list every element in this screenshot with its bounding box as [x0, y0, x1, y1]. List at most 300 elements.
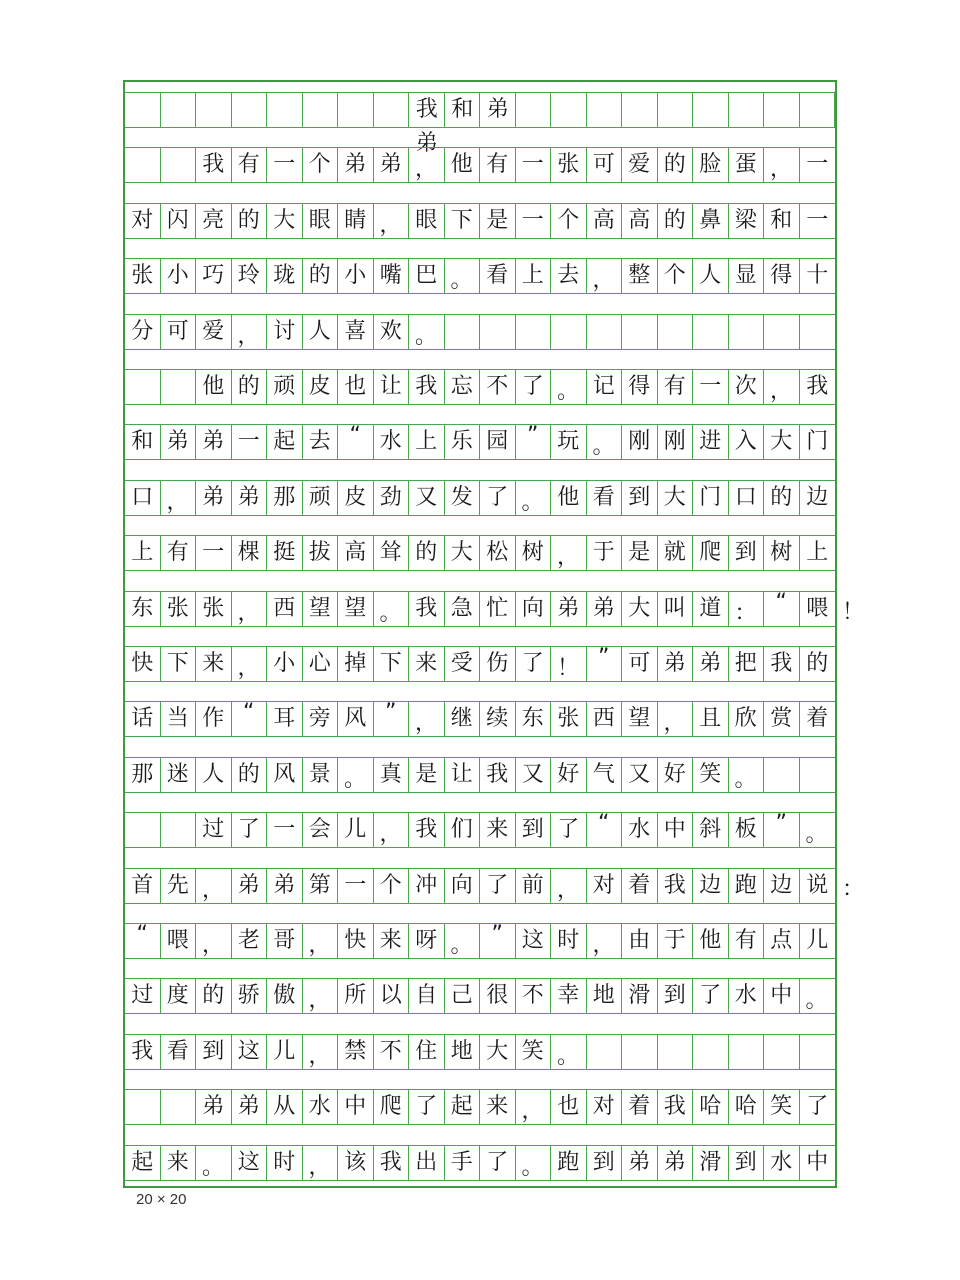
grid-cell: 快	[125, 647, 161, 681]
grid-cell: 禁	[338, 1035, 374, 1069]
text-row	[125, 591, 835, 627]
grid-cell: 来	[196, 647, 232, 681]
grid-cell: 哥	[267, 924, 303, 958]
grid-cell: ，	[764, 148, 800, 182]
grid-cell: 。	[338, 758, 374, 792]
grid-cell: 上	[409, 425, 445, 459]
grid-cell: 起	[267, 425, 303, 459]
text-row	[125, 812, 835, 848]
grid-cell: 到	[196, 1035, 232, 1069]
grid-cell: 让	[374, 370, 410, 404]
grid-cell: 我	[409, 370, 445, 404]
grid-cell: 到	[622, 481, 658, 515]
grid-cell: 一	[806, 207, 829, 233]
grid-cell: 又	[516, 758, 552, 792]
grid-cell: 珑	[267, 259, 303, 293]
grid-cell: 我	[806, 374, 829, 399]
grid-cell: 好	[551, 758, 587, 792]
grid-cell: 住	[409, 1035, 445, 1069]
grid-cell: 小	[338, 259, 374, 293]
grid-cell	[125, 148, 161, 182]
grid-cell: 西	[587, 702, 623, 736]
grid-cell: ，	[551, 869, 587, 903]
grid-cell: 大	[480, 1035, 516, 1069]
grid-cell: 这	[516, 924, 552, 958]
grid-cell: 爬	[374, 1090, 410, 1124]
grid-cell: 人	[196, 758, 232, 792]
grid-cell: ，	[409, 148, 445, 182]
grid-cell: 亮	[196, 204, 232, 238]
grid-cell: 边	[693, 869, 729, 903]
grid-cell: 儿	[338, 813, 374, 847]
grid-cell: 的	[806, 651, 829, 676]
grid-cell: 骄	[232, 979, 268, 1013]
grid-cell: 一	[267, 813, 303, 847]
grid-cell: 嘴	[374, 259, 410, 293]
grid-cell	[196, 93, 232, 127]
grid-cell	[267, 93, 303, 127]
grid-cell: 时	[267, 1146, 303, 1180]
grid-cell: 边	[806, 484, 829, 510]
grid-cell: ，	[551, 536, 587, 570]
grid-cell: 点	[764, 924, 800, 958]
grid-cell: 于	[587, 536, 623, 570]
grid-cell: 了	[480, 869, 516, 903]
grid-cell: 我	[658, 1090, 694, 1124]
grid-cell: 风	[338, 702, 374, 736]
grid-cell: 心	[303, 647, 339, 681]
grid-cell: 。	[516, 481, 552, 515]
grid-cell: 弟	[693, 647, 729, 681]
grid-cell: 哈	[729, 1090, 765, 1124]
grid-cell	[764, 1035, 800, 1069]
grid-cell: 到	[587, 1146, 623, 1180]
grid-cell: 了	[232, 813, 268, 847]
grid-cell: 了	[516, 370, 552, 404]
grid-cell: 弟	[374, 148, 410, 182]
grid-cell: ”	[587, 647, 623, 681]
grid-cell: 张	[125, 259, 161, 293]
grid-cell	[729, 93, 765, 127]
grid-cell: 刚	[622, 425, 658, 459]
grid-cell: 。	[409, 315, 445, 349]
grid-cell: 跑	[551, 1146, 587, 1180]
grid-cell: 门	[693, 481, 729, 515]
grid-cell: 树	[516, 536, 552, 570]
grid-cell: 口	[729, 481, 765, 515]
grid-cell	[232, 93, 268, 127]
grid-cell: 笑	[764, 1090, 800, 1124]
grid-cell	[693, 93, 729, 127]
grid-cell: 迷	[161, 758, 197, 792]
grid-cell: 首	[125, 869, 161, 903]
grid-cell: 我	[125, 1035, 161, 1069]
grid-cell	[764, 315, 800, 349]
grid-cell	[587, 93, 623, 127]
grid-cell: 又	[622, 758, 658, 792]
grid-cell: 的	[303, 259, 339, 293]
grid-cell: 和	[764, 204, 800, 238]
grid-cell: 让	[445, 758, 481, 792]
grid-cell: 有	[729, 924, 765, 958]
grid-cell: 看	[161, 1035, 197, 1069]
grid-cell: 他	[693, 924, 729, 958]
grid-cell: 且	[693, 702, 729, 736]
grid-cell: 爱	[622, 148, 658, 182]
grid-cell: 个	[658, 259, 694, 293]
grid-cell: 不	[480, 370, 516, 404]
grid-cell: 他	[551, 481, 587, 515]
grid-cell: 对	[587, 869, 623, 903]
grid-cell	[622, 93, 658, 127]
grid-cell: 对	[125, 204, 161, 238]
grid-cell: 有	[658, 370, 694, 404]
grid-cell: 下	[161, 647, 197, 681]
grid-cell: 可	[622, 647, 658, 681]
grid-cell	[480, 315, 516, 349]
grid-cell: 掉	[338, 647, 374, 681]
grid-cell: 哈	[693, 1090, 729, 1124]
text-row	[125, 203, 835, 239]
grid-cell: ，	[587, 924, 623, 958]
grid-cell: 人	[693, 259, 729, 293]
grid-cell: 眼	[303, 204, 339, 238]
grid-cell: 的	[658, 148, 694, 182]
grid-cell: ，	[764, 370, 800, 404]
grid-cell: 个	[374, 869, 410, 903]
grid-cell: 中	[338, 1090, 374, 1124]
grid-cell: ，	[196, 869, 232, 903]
grid-cell: 刚	[658, 425, 694, 459]
grid-cell: 大	[764, 425, 800, 459]
grid-cell: 边	[764, 869, 800, 903]
grid-cell: 分	[125, 315, 161, 349]
grid-cell: 冲	[409, 869, 445, 903]
grid-cell: 爱	[196, 315, 232, 349]
grid-cell: 时	[551, 924, 587, 958]
grid-cell: 可	[587, 148, 623, 182]
grid-cell: ，	[374, 813, 410, 847]
grid-cell	[516, 315, 552, 349]
grid-cell	[161, 370, 197, 404]
grid-cell: ，	[196, 924, 232, 958]
grid-cell: 整	[622, 259, 658, 293]
grid-cell: 忙	[480, 592, 516, 626]
grid-cell	[551, 93, 587, 127]
grid-cell	[161, 1090, 197, 1124]
grid-cell: 松	[480, 536, 516, 570]
text-row	[125, 757, 835, 793]
grid-cell	[587, 1035, 623, 1069]
grid-cell: 他	[196, 370, 232, 404]
grid-cell: 东	[516, 702, 552, 736]
grid-cell: 棵	[232, 536, 268, 570]
grid-cell: 我	[409, 592, 445, 626]
grid-cell	[125, 1090, 161, 1124]
grid-cell: 上	[516, 259, 552, 293]
grid-cell	[587, 315, 623, 349]
grid-cell: 有	[232, 148, 268, 182]
grid-cell	[445, 315, 481, 349]
grid-cell: 下	[445, 204, 481, 238]
grid-cell: 很	[480, 979, 516, 1013]
grid-cell	[800, 315, 836, 349]
grid-cell: 是	[622, 536, 658, 570]
grid-cell: 这	[232, 1146, 268, 1180]
grid-cell: 作	[196, 702, 232, 736]
grid-cell: 东	[125, 592, 161, 626]
grid-cell	[161, 93, 197, 127]
grid-cell: 耳	[267, 702, 303, 736]
grid-cell: 皮	[303, 370, 339, 404]
grid-cell: ，	[374, 204, 410, 238]
grid-cell: 了	[516, 647, 552, 681]
grid-cell: ！	[551, 647, 587, 681]
grid-cell: ，	[303, 1146, 339, 1180]
grid-cell: 他	[445, 148, 481, 182]
grid-cell: 以	[374, 979, 410, 1013]
grid-cell: 得	[764, 259, 800, 293]
grid-cell: ，	[161, 481, 197, 515]
grid-cell: 鼻	[693, 204, 729, 238]
grid-cell: 到	[729, 1146, 765, 1180]
grid-cell: 也	[338, 370, 374, 404]
text-row	[125, 258, 835, 294]
grid-cell: 一	[806, 152, 829, 178]
grid-cell: 不	[516, 979, 552, 1013]
grid-cell: ，	[303, 1035, 339, 1069]
title-row	[125, 92, 835, 156]
essay-title: 我和弟弟	[415, 97, 523, 156]
text-row	[125, 314, 835, 350]
grid-cell	[374, 93, 410, 127]
grid-cell: 和	[125, 425, 161, 459]
grid-cell	[658, 315, 694, 349]
grid-cell: 喂	[806, 595, 829, 621]
grid-cell: 的	[409, 536, 445, 570]
text-row	[125, 868, 835, 904]
grid-cell	[658, 93, 694, 127]
composition-grid-sheet	[123, 80, 837, 1188]
grid-cell: 从	[267, 1090, 303, 1124]
grid-cell: 中	[658, 813, 694, 847]
grid-cell: 高	[587, 204, 623, 238]
grid-cell: 入	[729, 425, 765, 459]
grid-cell	[303, 93, 339, 127]
grid-cell: 弟	[622, 1146, 658, 1180]
grid-cell: 着	[806, 706, 829, 732]
grid-cell: ”	[480, 924, 516, 958]
grid-cell: 大	[445, 536, 481, 570]
grid-cell: 的	[232, 370, 268, 404]
grid-cell: 乐	[445, 425, 481, 459]
grid-cell: 小	[267, 647, 303, 681]
grid-cell: 有	[161, 536, 197, 570]
grid-cell	[800, 758, 836, 792]
grid-cell: 出	[409, 1146, 445, 1180]
grid-cell: 小	[161, 259, 197, 293]
grid-cell: 一	[516, 148, 552, 182]
grid-cell: 水	[374, 425, 410, 459]
grid-cell: 水	[622, 813, 658, 847]
grid-cell: 儿	[267, 1035, 303, 1069]
grid-cell	[622, 1035, 658, 1069]
grid-cell: 树	[764, 536, 800, 570]
grid-cell: 来	[409, 647, 445, 681]
grid-cell: 张	[161, 592, 197, 626]
grid-cell: “	[587, 813, 623, 847]
text-row	[125, 1034, 835, 1070]
grid-cell: 老	[232, 924, 268, 958]
grid-cell: 去	[303, 425, 339, 459]
grid-cell: 对	[587, 1090, 623, 1124]
grid-cell: 巴	[409, 259, 445, 293]
grid-cell	[338, 93, 374, 127]
grid-cell: 得	[622, 370, 658, 404]
text-row	[125, 147, 835, 183]
grid-cell: 度	[161, 979, 197, 1013]
grid-cell: 睛	[338, 204, 374, 238]
grid-cell: ，	[303, 924, 339, 958]
grid-cell: 了	[693, 979, 729, 1013]
grid-cell: 皮	[338, 481, 374, 515]
grid-cell: 那	[267, 481, 303, 515]
grid-cell: 望	[622, 702, 658, 736]
grid-cell: “	[338, 425, 374, 459]
text-row	[125, 369, 835, 405]
grid-cell: 脸	[693, 148, 729, 182]
grid-cell: ：	[729, 592, 765, 626]
grid-cell: 来	[161, 1146, 197, 1180]
grid-cell: 向	[445, 869, 481, 903]
grid-cell: 跑	[729, 869, 765, 903]
grid-cell: 急	[445, 592, 481, 626]
grid-cell: 手	[445, 1146, 481, 1180]
grid-cell: 笑	[693, 758, 729, 792]
grid-cell: 一	[267, 148, 303, 182]
grid-cell: 们	[445, 813, 481, 847]
grid-cell: 己	[445, 979, 481, 1013]
grid-cell: 看	[480, 259, 516, 293]
grid-cell: 。	[445, 259, 481, 293]
grid-cell: 望	[338, 592, 374, 626]
grid-cell: 我	[764, 647, 800, 681]
grid-cell: 起	[125, 1146, 161, 1180]
grid-cell: 园	[480, 425, 516, 459]
grid-cell: 傲	[267, 979, 303, 1013]
grid-cell: 挺	[267, 536, 303, 570]
grid-cell: ，	[516, 1090, 552, 1124]
grid-cell: 是	[480, 204, 516, 238]
grid-cell: 是	[409, 758, 445, 792]
grid-cell: 的	[232, 758, 268, 792]
grid-cell: 着	[622, 869, 658, 903]
overflow-colon: ：	[842, 877, 865, 902]
grid-cell	[729, 315, 765, 349]
grid-cell: 又	[409, 481, 445, 515]
grid-cell: 了	[551, 813, 587, 847]
grid-cell: 旁	[303, 702, 339, 736]
grid-cell: 儿	[806, 928, 829, 953]
grid-cell: 玲	[232, 259, 268, 293]
grid-cell: ，	[232, 647, 268, 681]
grid-cell: 于	[658, 924, 694, 958]
grid-cell: 会	[303, 813, 339, 847]
grid-cell: ”	[516, 425, 552, 459]
grid-cell: 地	[587, 979, 623, 1013]
grid-cell: 我	[480, 758, 516, 792]
grid-cell: 过	[196, 813, 232, 847]
grid-cell: 我	[196, 148, 232, 182]
grid-cell: 水	[764, 1146, 800, 1180]
grid-cell: 大	[658, 481, 694, 515]
grid-cell: 十	[806, 263, 829, 289]
grid-cell: 喂	[161, 924, 197, 958]
grid-cell: 个	[551, 204, 587, 238]
grid-cell	[693, 315, 729, 349]
grid-cell: 人	[303, 315, 339, 349]
grid-cell: 顽	[303, 481, 339, 515]
grid-cell: 大	[267, 204, 303, 238]
grid-cell: 续	[480, 702, 516, 736]
grid-cell: 高	[622, 204, 658, 238]
grid-cell: 弟	[658, 647, 694, 681]
grid-cell: 的	[232, 204, 268, 238]
grid-cell: 弟	[587, 592, 623, 626]
grid-cell: 劲	[374, 481, 410, 515]
grid-cell: 弟	[196, 481, 232, 515]
grid-cell: 拔	[303, 536, 339, 570]
grid-cell: 进	[693, 425, 729, 459]
grid-cell: 。	[729, 758, 765, 792]
grid-cell: 所	[338, 979, 374, 1013]
text-row	[125, 1145, 835, 1181]
grid-cell: 我	[658, 869, 694, 903]
grid-size-label: 20 × 20	[136, 1191, 187, 1208]
grid-cell	[622, 315, 658, 349]
grid-cell: 记	[587, 370, 623, 404]
text-row	[125, 480, 835, 516]
grid-cell: 到	[658, 979, 694, 1013]
grid-cell: 道	[693, 592, 729, 626]
grid-cell: 了	[806, 1094, 829, 1120]
grid-cell: 蛋	[729, 148, 765, 182]
grid-cell: 就	[658, 536, 694, 570]
grid-cell: 过	[125, 979, 161, 1013]
grid-cell: 斜	[693, 813, 729, 847]
grid-cell: 幸	[551, 979, 587, 1013]
grid-cell: 。	[445, 924, 481, 958]
text-row	[125, 646, 835, 682]
text-row	[125, 535, 835, 571]
grid-cell: 把	[729, 647, 765, 681]
grid-cell	[125, 93, 161, 127]
grid-cell: 。	[587, 425, 623, 459]
grid-cell: 个	[303, 148, 339, 182]
grid-cell: 笑	[516, 1035, 552, 1069]
text-row	[125, 701, 835, 737]
grid-cell: 风	[267, 758, 303, 792]
grid-cell: 继	[445, 702, 481, 736]
grid-cell: 好	[658, 758, 694, 792]
grid-cell: 弟	[232, 869, 268, 903]
grid-cell: 上	[125, 536, 161, 570]
grid-cell	[729, 1035, 765, 1069]
text-row	[125, 1089, 835, 1125]
grid-cell	[125, 370, 161, 404]
grid-cell: 口	[125, 481, 161, 515]
grid-cell: 的	[196, 979, 232, 1013]
